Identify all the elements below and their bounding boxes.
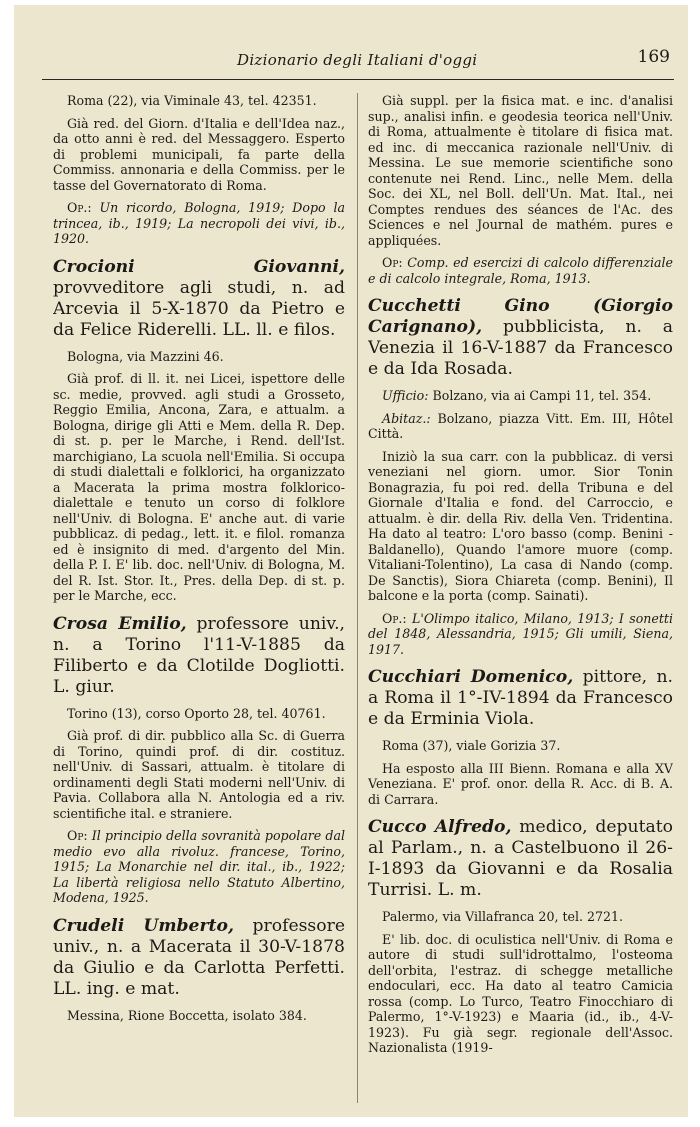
running-title: Dizionario degli Italiani d'oggi [237, 51, 478, 69]
entry-bio: Iniziò la sua carr. con la pubblicaz. di versi veneziani nel giorn. umor. Sior Tonin Bonagrazia, fu poi red. della Tribuna e del Giornale d'Italia e fond. del Carroccio, e attualm. è dir. della Riv. della Ven. Tridentina. Ha dato al teatro: L'oro basso (comp. Benini - Baldanello), Quando l'amore muore (comp. Vitaliani-Tolentino), La casa di Nando (comp. De Sanctis), Siora Chiareta (comp. Benini), Il balcone e la porta (comp. Sainati). [368, 448, 673, 603]
entry-summary: professore univ., n. a Torino l'11-V-1885 da Filiberto e da Clotilde Dogliotti. L. giur. [53, 613, 345, 697]
entry-bio: E' lib. doc. di oculistica nell'Univ. di Roma e autore di studi sull'idrottalmo, l'osteoma dell'orbita, l'estraz. di schegge metalliche endoculari, ecc. Ha dato al teatro Camicia rossa (comp. Lo Turco, Teatro Finocchiaro di Palermo, 1°-V-1923) e Maaria (id., ib., 4-V-1923). Fu già segr. regionale dell'Assoc. Nazionalista (1919- [368, 931, 673, 1055]
entry-office [368, 388, 673, 404]
entry-heading [368, 817, 673, 901]
entry-home [368, 411, 673, 442]
works-text: Un ricordo, Bologna, 1919; Dopo la trincea, ib., 1919; La necropoli dei vivi, ib., 1920. [53, 200, 345, 246]
entry-works [53, 828, 345, 906]
entry-bio: Già red. del Giorn. d'Italia e dell'Idea naz., da otto anni è red. del Messaggero. Esperto di problemi municipali, fa parte della Commiss. annonaria e della Commiss. per le tasse del Governatorato di Roma. [53, 115, 345, 193]
entry-name: Crudeli Umberto, [53, 915, 234, 936]
works-text: Comp. ed esercizi di calcolo differenziale e di calcolo integrale, Roma, 1913. [368, 255, 673, 286]
entry-heading [53, 257, 345, 341]
page-number: 169 [637, 47, 670, 67]
entry-cucco [368, 817, 673, 1056]
entry-name: Cucchiari Domenico, [368, 667, 574, 687]
entry-crudeli-continued [368, 93, 673, 286]
entry-heading [368, 296, 673, 380]
entry-address: Roma (22), via Viminale 43, tel. 42351. [67, 93, 317, 108]
works-label: Op.: [382, 610, 407, 626]
page-header [42, 39, 674, 80]
entry-summary: pittore, n. a Roma il 1°-IV-1894 da Francesco e da Erminia Viola. [368, 667, 673, 729]
home-label: Abitaz.: [382, 410, 431, 426]
left-column [53, 93, 345, 1111]
entry-heading [53, 614, 345, 698]
column-divider [357, 93, 358, 1103]
right-column [368, 93, 673, 1111]
entry-bio: Ha esposto alla III Bienn. Romana e alla XV Veneziana. E' prof. onor. della R. Acc. di B. A. di Carrara. [368, 760, 673, 807]
works-text: L'Olimpo italico, Milano, 1913; I sonetti del 1848, Alessandria, 1915; Gli umili, Siena, 1917. [368, 610, 673, 657]
entry-address: Roma (37), viale Gorizia 37. [382, 738, 561, 753]
entry-name: Crocioni Giovanni, [53, 256, 345, 277]
works-label: Op: [67, 828, 88, 843]
entry-heading [53, 916, 345, 1000]
entry-heading [368, 667, 673, 730]
entry-bio: Già prof. di ll. it. nei Licei, ispettore delle sc. medie, provved. agli studi a Grosseto, Reggio Emilia, Ancona, Zara, e attualm. a Bologna, dirige gli Atti e Mem. della R. Dep. di st. p. per le Marche, i Rend. dell'Ist. marchigiano, La scuola nell'Emilia. Si occupa di studi dialettali e folklorici, ha organizzato a Macerata la prima mostra folklorico-dialettale e tenuto un corso di folklore nell'Univ. di Bologna. E' anche aut. di varie pubblicaz. di pedag., lett. it. e filol. romanza ed è insignito di med. d'argento del Min. della P. I. E' lib. doc. nell'Univ. di Bologna, M. del R. Ist. Stor. It., Pres. della Dep. di st. p. per le Marche, ecc. [53, 371, 345, 603]
entry-address: Bologna, via Mazzini 46. [67, 348, 224, 364]
entry-address: Messina, Rione Boccetta, isolato 384. [67, 1007, 307, 1023]
dictionary-page [14, 5, 688, 1117]
home-address: Bolzano, piazza Vitt. Em. III, Hôtel Città. [368, 410, 673, 441]
entry-works [368, 611, 673, 658]
entry-bio: Già suppl. per la fisica mat. e inc. d'analisi sup., analisi infin. e geodesia teorica nell'Univ. di Roma, attualmente è titolare di fisica mat. ed inc. di meccanica razionale nell'Univ. di Messina. Le sue memorie scientifiche sono contenute nei Rend. Linc., nelle Mem. della Soc. dei XL, nel Boll. dell'Un. Mat. Ital., nei Comptes rendues des séances de l'Ac. des Sciences e nel Journal de mathém. pures e appliquées. [368, 93, 673, 248]
office-label: Ufficio: [382, 388, 429, 403]
entry-address: Palermo, via Villafranca 20, tel. 2721. [382, 909, 624, 924]
entry-summary: pubblicista, n. a Venezia il 16-V-1887 da Francesco e da Ida Rosada. [368, 317, 673, 379]
entry-cucchetti [368, 296, 673, 657]
entry-crudeli [53, 916, 345, 1024]
entry-name: Cucco Alfredo, [368, 817, 512, 837]
works-label: Op: [382, 255, 403, 270]
entry-works [368, 255, 673, 286]
entry-summary: professore univ., n. a Macerata il 30-V-1878 da Giulio e da Carlotta Perfetti. LL. ing. e mat. [53, 915, 345, 999]
entry-continued [53, 93, 345, 247]
entry-name: Cucchetti Gino (Giorgio Carignano), [368, 296, 673, 337]
entry-crosa [53, 614, 345, 906]
works-text: Il principio della sovranità popolare dal medio evo alla rivoluz. francese, Torino, 1915; La Monarchie nel dir. ital., ib., 1922; La libertà religiosa nello Statuto Albertino, Modena, 1925. [53, 828, 345, 905]
entry-bio: Già prof. di dir. pubblico alla Sc. di Guerra di Torino, quindi prof. di dir. costituz. nell'Univ. di Sassari, attualm. è titolare di ordinamenti degli Stati moderni nell'Univ. di Pavia. Collabora alla N. Antologia ed a riv. scientifiche ital. e straniere. [53, 728, 345, 821]
entry-summary: provveditore agli studi, n. ad Arcevia il 5-X-1870 da Pietro e da Felice Riderelli. LL. ll. e filos. [53, 277, 345, 340]
office-address: Bolzano, via ai Campi 11, tel. 354. [432, 388, 652, 403]
entry-name: Crosa Emilio, [53, 613, 187, 634]
entry-works [53, 200, 345, 247]
works-label: Op.: [67, 200, 92, 215]
entry-cucchiari [368, 667, 673, 807]
entry-summary: medico, deputato al Parlam., n. a Castelbuono il 26-I-1893 da Giovanni e da Rosalia Turrisi. L. m. [368, 817, 673, 900]
entry-address: Torino (13), corso Oporto 28, tel. 40761. [67, 705, 326, 721]
entry-crocioni [53, 257, 345, 604]
